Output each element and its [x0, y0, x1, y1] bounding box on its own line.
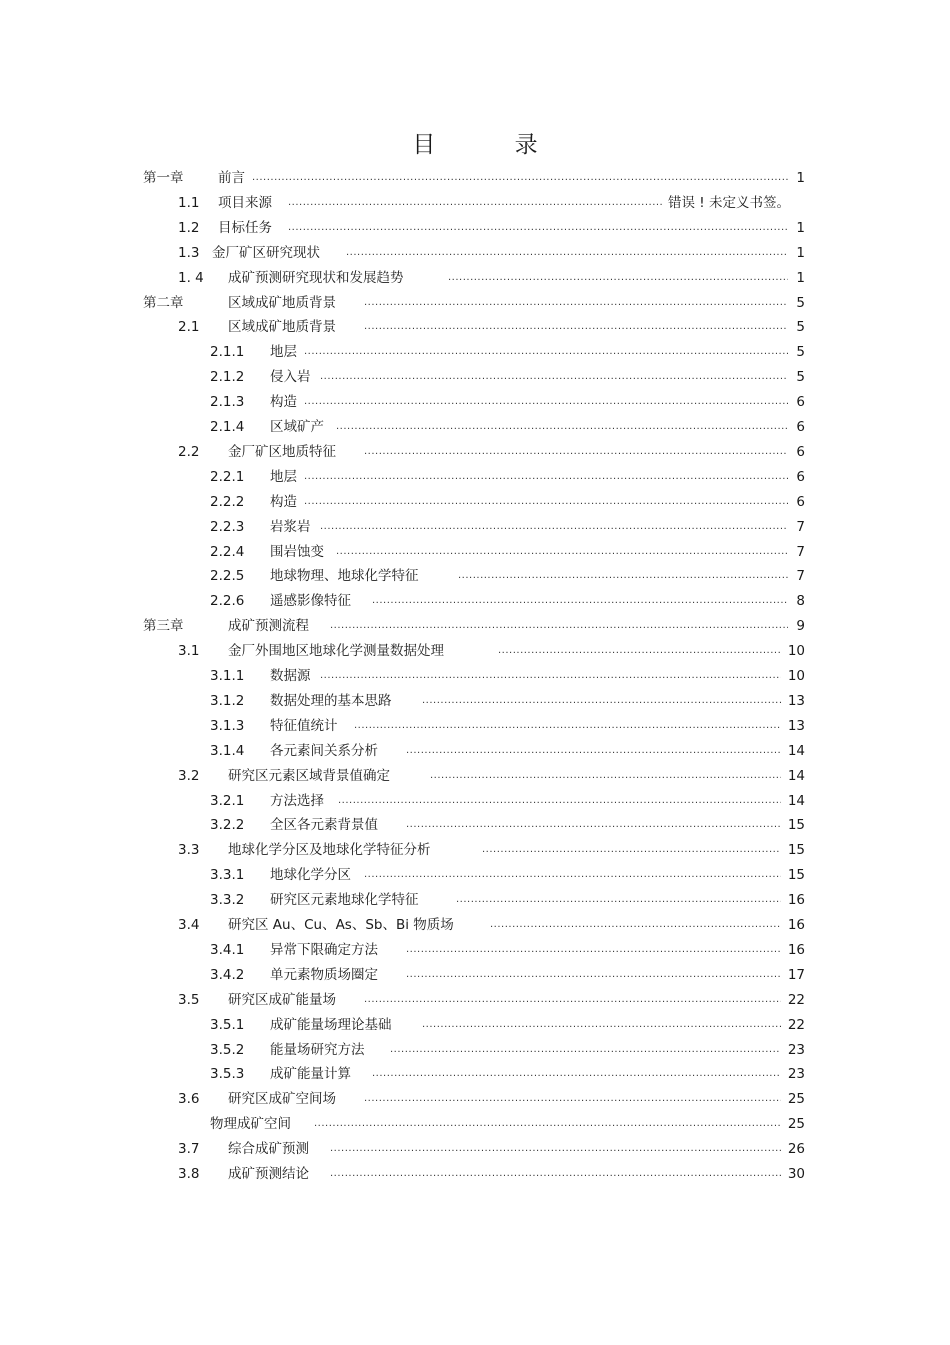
toc-leader-dots — [422, 691, 781, 711]
toc-leader-dots — [354, 716, 781, 736]
toc-entry-number: 2.2.3 — [210, 518, 245, 535]
toc-entry-number: 2.1.4 — [210, 419, 245, 435]
toc-entry-label: 区域矿产 — [270, 419, 324, 435]
toc-leader-dots — [406, 965, 781, 985]
toc-entry-label: 区域成矿地质背景 — [228, 319, 336, 336]
toc-entry[interactable] — [0, 342, 950, 362]
toc-entry-number: 2.1.1 — [210, 344, 245, 361]
toc-leader-dots — [320, 517, 788, 537]
toc-entry-number: 2.2.2 — [210, 493, 245, 510]
toc-entry-number: 3.2.1 — [210, 792, 245, 809]
toc-entry-number: 3.1.1 — [210, 668, 245, 684]
toc-entry-page: 8 — [796, 593, 805, 610]
toc-leader-dots — [288, 218, 788, 238]
toc-entry-page: 15 — [787, 817, 805, 834]
toc-entry-number: 3.6 — [178, 1091, 200, 1108]
toc-entry[interactable] — [0, 467, 950, 487]
toc-entry[interactable] — [0, 542, 950, 562]
toc-entry-page: 错误 ! 未定义书签。 — [668, 194, 790, 211]
toc-entry-number: 2.2.1 — [210, 468, 245, 485]
toc-entry-number: 1.2 — [178, 219, 200, 236]
toc-leader-dots — [304, 342, 788, 362]
toc-entry-label: 研究区成矿空间场 — [228, 1091, 336, 1108]
toc-entry[interactable] — [0, 1089, 950, 1109]
toc-entry-page: 5 — [796, 319, 805, 336]
toc-leader-dots — [304, 467, 788, 487]
toc-title: 目 录 — [412, 132, 574, 158]
toc-leader-dots — [364, 990, 781, 1010]
toc-leader-dots — [390, 1040, 781, 1060]
toc-entry[interactable] — [0, 591, 950, 611]
toc-entry-label: 金厂矿区地质特征 — [228, 443, 336, 460]
toc-entry-page: 16 — [787, 941, 805, 958]
toc-entry[interactable] — [0, 840, 950, 860]
toc-entry[interactable] — [0, 666, 950, 686]
toc-entry[interactable] — [0, 293, 950, 313]
toc-entry[interactable] — [0, 392, 950, 412]
toc-entry-number: 2.2.6 — [210, 593, 245, 610]
toc-entry-page: 6 — [796, 468, 805, 485]
toc-entry[interactable] — [0, 517, 950, 537]
toc-entry[interactable] — [0, 367, 950, 387]
toc-entry-label: 构造 — [270, 493, 297, 510]
toc-entry-label: 单元素物质场圈定 — [270, 966, 378, 983]
toc-entry-label: 遥感影像特征 — [270, 593, 351, 610]
toc-entry-label: 项目来源 — [218, 194, 272, 211]
toc-entry-page: 15 — [787, 867, 805, 884]
toc-entry-number: 3.2.2 — [210, 817, 245, 834]
toc-entry[interactable] — [0, 716, 950, 736]
toc-entry[interactable] — [0, 218, 950, 238]
toc-entry-number: 3.3.1 — [210, 867, 245, 884]
toc-entry-label: 成矿预测结论 — [228, 1166, 309, 1182]
toc-entry-number: 3.4.2 — [210, 966, 245, 983]
toc-leader-dots — [456, 890, 781, 910]
toc-entry-page: 25 — [787, 1091, 805, 1108]
toc-entry-page: 9 — [796, 618, 805, 635]
toc-leader-dots — [288, 193, 662, 213]
toc-entry-label: 能量场研究方法 — [270, 1041, 365, 1058]
toc-entry-label: 成矿能量场理论基础 — [270, 1016, 392, 1033]
toc-entry-number: 2.2 — [178, 443, 200, 460]
toc-entry-label: 围岩蚀变 — [270, 543, 324, 560]
toc-leader-dots — [330, 1139, 781, 1159]
toc-leader-dots — [364, 442, 788, 462]
toc-leader-dots — [498, 641, 781, 661]
toc-leader-dots — [338, 791, 781, 811]
toc-leader-dots — [422, 1015, 781, 1035]
toc-entry-number: 3.1.3 — [210, 717, 245, 734]
toc-entry-label: 地球化学分区 — [270, 867, 351, 884]
toc-entry-label: 金厂外围地区地球化学测量数据处理 — [228, 643, 444, 660]
toc-entry-number: 2.1.2 — [210, 369, 245, 386]
toc-entry-page: 6 — [796, 493, 805, 510]
toc-entry-page: 6 — [796, 394, 805, 411]
toc-leader-dots — [336, 417, 788, 437]
toc-entry-number: 3.5.2 — [210, 1041, 245, 1058]
toc-entry-page: 16 — [787, 917, 805, 933]
toc-entry-label: 成矿预测流程 — [228, 618, 309, 635]
toc-entry-number: 3.2 — [178, 767, 200, 784]
toc-entry-label: 各元素间关系分析 — [270, 742, 378, 759]
toc-entry[interactable] — [0, 616, 950, 636]
toc-entry-number: 3.3.2 — [210, 892, 245, 909]
toc-entry-number: 第一章 — [143, 170, 184, 186]
toc-leader-dots — [372, 591, 788, 611]
toc-entry-number: 3.5.3 — [210, 1066, 245, 1083]
toc-entry-page: 7 — [796, 543, 805, 560]
toc-entry-label: 成矿能量计算 — [270, 1066, 351, 1083]
toc-entry[interactable] — [0, 492, 950, 512]
toc-entry-label: 构造 — [270, 394, 297, 411]
toc-entry-number: 1.3 — [178, 244, 200, 261]
toc-entry-label: 地球化学分区及地球化学特征分析 — [228, 842, 431, 859]
toc-entry-number: 第三章 — [143, 618, 184, 635]
toc-entry-page: 1 — [796, 170, 805, 186]
toc-entry-label: 研究区元素区域背景值确定 — [228, 767, 390, 784]
toc-entry-label: 地层 — [270, 468, 297, 485]
toc-entry[interactable] — [0, 1114, 950, 1134]
toc-entry[interactable] — [0, 990, 950, 1010]
toc-entry-page: 23 — [787, 1041, 805, 1058]
toc-entry-label: 数据处理的基本思路 — [270, 692, 392, 709]
toc-leader-dots — [320, 367, 788, 387]
toc-entry-number: 3.4 — [178, 917, 200, 933]
toc-entry-page: 30 — [787, 1166, 805, 1182]
toc-entry-label: 特征值统计 — [270, 717, 338, 734]
toc-entry-page: 26 — [787, 1141, 805, 1158]
toc-entry-number: 2.2.5 — [210, 568, 245, 585]
toc-entry[interactable] — [0, 1015, 950, 1035]
toc-entry-page: 22 — [787, 1016, 805, 1033]
toc-leader-dots — [346, 243, 788, 263]
toc-entry-page: 22 — [787, 991, 805, 1008]
toc-leader-dots — [364, 865, 781, 885]
toc-leader-dots — [304, 492, 788, 512]
toc-entry-page: 10 — [787, 668, 805, 684]
toc-leader-dots — [252, 168, 788, 188]
toc-entry[interactable] — [0, 1139, 950, 1159]
toc-entry[interactable] — [0, 915, 950, 935]
toc-entry-page: 5 — [796, 369, 805, 386]
toc-entry-page: 13 — [787, 717, 805, 734]
toc-entry[interactable] — [0, 317, 950, 337]
toc-entry[interactable] — [0, 641, 950, 661]
toc-leader-dots — [458, 566, 788, 586]
toc-entry[interactable] — [0, 791, 950, 811]
toc-entry-number: 3.5 — [178, 991, 200, 1008]
toc-entry-page: 10 — [787, 643, 805, 660]
toc-leader-dots — [372, 1064, 781, 1084]
toc-leader-dots — [406, 940, 781, 960]
toc-entry-page: 1 — [796, 244, 805, 261]
toc-entry[interactable] — [0, 940, 950, 960]
toc-leader-dots — [314, 1114, 781, 1134]
toc-entry-page: 6 — [796, 443, 805, 460]
toc-entry-label: 方法选择 — [270, 792, 324, 809]
toc-entry-label: 目标任务 — [218, 219, 272, 236]
toc-entry-label: 区域成矿地质背景 — [228, 294, 336, 311]
toc-entry-page: 14 — [787, 792, 805, 809]
toc-entry-number: 3.8 — [178, 1166, 200, 1182]
toc-entry-page: 1 — [796, 269, 805, 286]
toc-leader-dots — [482, 840, 781, 860]
toc-entry-page: 14 — [787, 742, 805, 759]
toc-entry[interactable] — [0, 566, 950, 586]
toc-leader-dots — [330, 1164, 781, 1184]
toc-entry-label: 异常下限确定方法 — [270, 941, 378, 958]
toc-entry[interactable] — [0, 1164, 950, 1184]
toc-entry-page: 5 — [796, 344, 805, 361]
toc-entry-number: 2.2.4 — [210, 543, 245, 560]
toc-entry[interactable] — [0, 815, 950, 835]
toc-entry[interactable] — [0, 1064, 950, 1084]
toc-entry-number: 3.1 — [178, 643, 200, 660]
toc-entry-number: 3.4.1 — [210, 941, 245, 958]
toc-entry-page: 7 — [796, 568, 805, 585]
toc-entry-page: 16 — [787, 892, 805, 909]
toc-entry[interactable] — [0, 766, 950, 786]
toc-entry-number: 第二章 — [143, 294, 184, 311]
toc-entry[interactable] — [0, 691, 950, 711]
toc-entry-number: 3.1.4 — [210, 742, 245, 759]
toc-entry-label: 全区各元素背景值 — [270, 817, 378, 834]
toc-leader-dots — [336, 542, 788, 562]
toc-entry[interactable] — [0, 417, 950, 437]
toc-entry-page: 15 — [787, 842, 805, 859]
toc-entry-page: 13 — [787, 692, 805, 709]
toc-entry-number: 3.7 — [178, 1141, 200, 1158]
toc-entry-page: 7 — [796, 518, 805, 535]
toc-entry[interactable] — [0, 168, 950, 188]
toc-entry-number: 2.1.3 — [210, 394, 245, 411]
toc-entry-page: 14 — [787, 767, 805, 784]
toc-leader-dots — [320, 666, 781, 686]
toc-leader-dots — [448, 268, 788, 288]
toc-entry-number: 3.1.2 — [210, 692, 245, 709]
toc-entry[interactable] — [0, 1040, 950, 1060]
toc-entry-label: 金厂矿区研究现状 — [212, 244, 320, 261]
toc-entry-label: 侵入岩 — [270, 369, 311, 386]
toc-entry-number: 3.3 — [178, 842, 200, 859]
toc-leader-dots — [364, 293, 788, 313]
toc-entry-page: 23 — [787, 1066, 805, 1083]
toc-entry-number: 1. 4 — [178, 269, 204, 286]
toc-entry-number: 1.1 — [178, 194, 200, 211]
toc-leader-dots — [406, 815, 781, 835]
toc-entry[interactable] — [0, 865, 950, 885]
toc-entry[interactable] — [0, 193, 950, 213]
toc-leader-dots — [330, 616, 788, 636]
toc-entry-page: 25 — [787, 1116, 805, 1133]
toc-leader-dots — [490, 915, 781, 935]
toc-entry-page: 1 — [796, 219, 805, 236]
toc-entry[interactable] — [0, 890, 950, 910]
toc-leader-dots — [406, 741, 781, 761]
toc-leader-dots — [364, 1089, 781, 1109]
toc-entry-label: 研究区成矿能量场 — [228, 991, 336, 1008]
toc-entry-label: 地层 — [270, 344, 297, 361]
toc-entry-label: 物理成矿空间 — [210, 1116, 291, 1133]
toc-leader-dots — [430, 766, 781, 786]
toc-entry-label: 成矿预测研究现状和发展趋势 — [228, 269, 404, 286]
toc-entry-page: 17 — [787, 966, 805, 983]
toc-entry[interactable] — [0, 741, 950, 761]
toc-entry-page: 6 — [796, 419, 805, 435]
toc-entry-label: 研究区元素地球化学特征 — [270, 892, 419, 909]
toc-entry-label: 研究区 Au、Cu、As、Sb、Bi 物质场 — [228, 917, 454, 933]
toc-leader-dots — [304, 392, 788, 412]
toc-entry-label: 前言 — [218, 170, 245, 186]
toc-entry[interactable] — [0, 243, 950, 263]
toc-entry[interactable] — [0, 442, 950, 462]
toc-entry-number: 2.1 — [178, 319, 200, 336]
toc-entry-label: 岩浆岩 — [270, 518, 311, 535]
toc-entry-label: 地球物理、地球化学特征 — [270, 568, 419, 585]
toc-entry-label: 数据源 — [270, 668, 311, 684]
toc-entry-label: 综合成矿预测 — [228, 1141, 309, 1158]
toc-entry[interactable] — [0, 965, 950, 985]
toc-entry-number: 3.5.1 — [210, 1016, 245, 1033]
toc-leader-dots — [364, 317, 788, 337]
toc-entry-page: 5 — [796, 294, 805, 311]
toc-entry[interactable] — [0, 268, 950, 288]
